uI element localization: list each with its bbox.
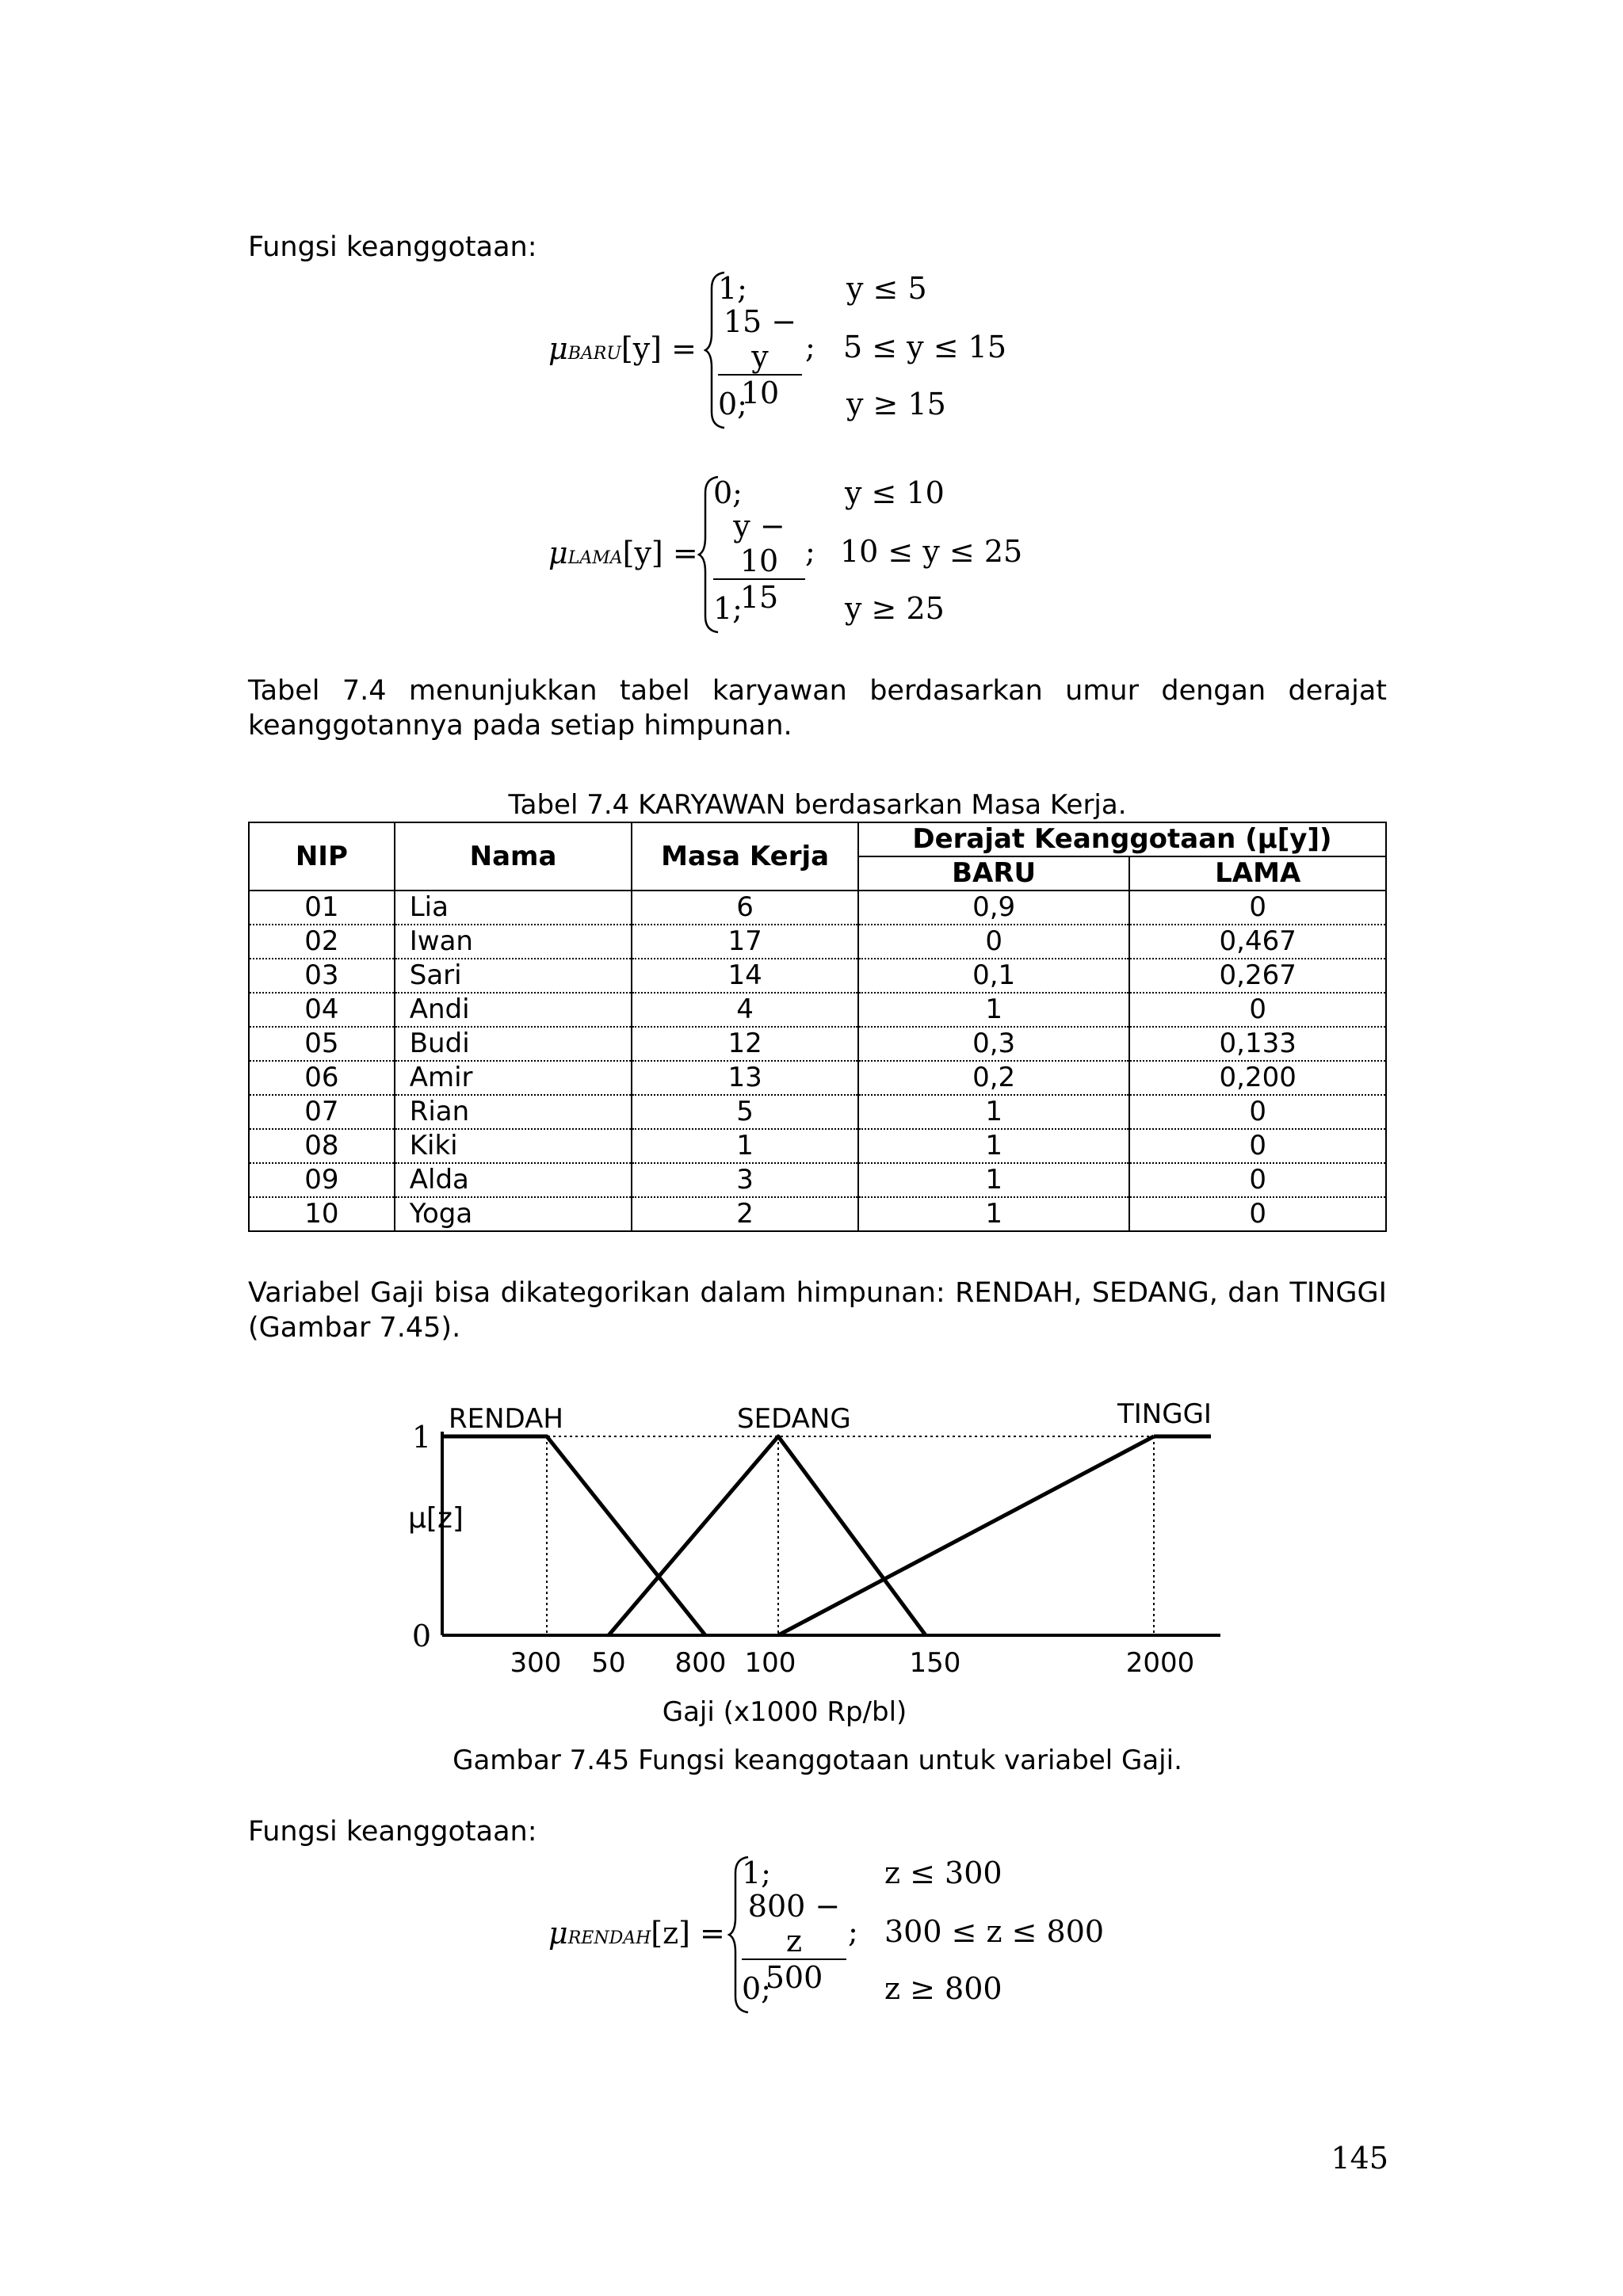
cell-nama: Amir: [395, 1061, 632, 1095]
cell-masa: 6: [632, 891, 858, 925]
separator: ;: [848, 1914, 858, 1949]
cell-masa: 14: [632, 959, 858, 993]
cell-masa: 5: [632, 1095, 858, 1129]
cell-lama: 0,133: [1129, 1027, 1386, 1061]
case-condition: z ≥ 800: [884, 1971, 1002, 2006]
case-condition: z ≤ 300: [884, 1855, 1002, 1890]
header-lama: LAMA: [1129, 856, 1386, 891]
cell-masa: 3: [632, 1163, 858, 1197]
equation-lhs: μLAMA[y] =: [548, 536, 698, 570]
intro-label: Fungsi keanggotaan:: [248, 1816, 537, 1848]
cell-nama: Alda: [395, 1163, 632, 1197]
cell-nip: 09: [249, 1163, 395, 1197]
x-tick-label: 50: [591, 1647, 626, 1679]
y-axis-label: μ[z]: [408, 1502, 464, 1535]
cell-lama: 0: [1129, 1129, 1386, 1163]
header-nip: NIP: [249, 822, 395, 891]
cell-baru: 1: [858, 1129, 1130, 1163]
cell-lama: 0,267: [1129, 959, 1386, 993]
cell-baru: 0,3: [858, 1027, 1130, 1061]
fraction: $\frac{15 - y}{10}$: [718, 304, 802, 410]
cell-nama: Sari: [395, 959, 632, 993]
case-value: 1;: [713, 591, 743, 626]
x-tick-label: 2000: [1125, 1647, 1195, 1679]
cell-lama: 0: [1129, 1095, 1386, 1129]
cell-baru: 0: [858, 925, 1130, 959]
cell-lama: 0: [1129, 1163, 1386, 1197]
case-condition: y ≥ 15: [846, 387, 946, 421]
cell-nip: 04: [249, 993, 395, 1027]
cell-nama: Iwan: [395, 925, 632, 959]
case-value: 0;: [713, 475, 743, 510]
case-condition: y ≤ 5: [846, 271, 927, 306]
cell-nama: Kiki: [395, 1129, 632, 1163]
cell-nip: 03: [249, 959, 395, 993]
case-value: 1;: [718, 271, 747, 306]
cell-nip: 10: [249, 1197, 395, 1231]
cell-masa: 17: [632, 925, 858, 959]
cell-masa: 12: [632, 1027, 858, 1061]
case-condition: y ≥ 25: [845, 591, 945, 626]
paragraph-line: Variabel Gaji bisa dikategorikan dalam himpunan: RENDAH, SEDANG, dan TINGGI: [248, 1277, 1387, 1309]
header-baru: BARU: [858, 856, 1130, 891]
cell-nama: Andi: [395, 993, 632, 1027]
cell-masa: 1: [632, 1129, 858, 1163]
case-condition: 10 ≤ y ≤ 25: [840, 534, 1023, 569]
x-tick-label: 800: [674, 1647, 727, 1679]
cell-lama: 0: [1129, 993, 1386, 1027]
cell-baru: 1: [858, 993, 1130, 1027]
case-condition: 300 ≤ z ≤ 800: [884, 1914, 1105, 1949]
series-label: RENDAH: [449, 1403, 563, 1435]
x-tick-label: 300: [510, 1647, 562, 1679]
separator: ;: [805, 534, 815, 569]
paragraph-line: keanggotannya pada setiap himpunan.: [248, 710, 792, 742]
y-tick-label: 1: [411, 1420, 432, 1455]
series-line-tinggi: [778, 1436, 1154, 1635]
x-tick-label: 150: [909, 1647, 961, 1679]
cell-nama: Budi: [395, 1027, 632, 1061]
cell-nip: 06: [249, 1061, 395, 1095]
case-condition: 5 ≤ y ≤ 15: [843, 330, 1006, 364]
fraction: $\frac{y - 10}{15}$: [713, 509, 805, 615]
cell-nama: Lia: [395, 891, 632, 925]
cell-nip: 08: [249, 1129, 395, 1163]
cell-baru: 0,2: [858, 1061, 1130, 1095]
figure-caption: Gambar 7.45 Fungsi keanggotaan untuk variabel Gaji.: [453, 1745, 1182, 1776]
cell-baru: 0,9: [858, 891, 1130, 925]
x-axis-label: Gaji (x1000 Rp/bl): [662, 1696, 907, 1728]
series-label: TINGGI: [1117, 1398, 1212, 1430]
page-number: 145: [1331, 2141, 1388, 2176]
cell-masa: 2: [632, 1197, 858, 1231]
x-tick-label: 100: [744, 1647, 796, 1679]
paragraph-line: (Gambar 7.45).: [248, 1312, 461, 1344]
cell-baru: 0,1: [858, 959, 1130, 993]
cell-masa: 4: [632, 993, 858, 1027]
fraction: $\frac{800 - z}{500}$: [742, 1889, 846, 1995]
intro-label: Fungsi keanggotaan:: [248, 231, 537, 263]
cell-lama: 0: [1129, 891, 1386, 925]
header-derajat: Derajat Keanggotaan (μ[y]): [858, 822, 1386, 856]
header-nama: Nama: [395, 822, 632, 891]
cell-nip: 07: [249, 1095, 395, 1129]
separator: ;: [805, 330, 815, 364]
y-tick-label: 0: [411, 1619, 432, 1653]
cell-nama: Rian: [395, 1095, 632, 1129]
cell-nip: 01: [249, 891, 395, 925]
equation-lhs: μRENDAH[z] =: [548, 1916, 725, 1951]
case-condition: y ≤ 10: [845, 475, 945, 510]
series-label: SEDANG: [737, 1403, 851, 1435]
series-line-sedang: [609, 1436, 926, 1635]
cell-lama: 0: [1129, 1197, 1386, 1231]
cell-nip: 02: [249, 925, 395, 959]
cell-masa: 13: [632, 1061, 858, 1095]
cell-nip: 05: [249, 1027, 395, 1061]
equation-lhs: μBARU[y] =: [548, 331, 697, 366]
cell-lama: 0,467: [1129, 925, 1386, 959]
cell-baru: 1: [858, 1095, 1130, 1129]
paragraph-line: Tabel 7.4 menunjukkan tabel karyawan berdasarkan umur dengan derajat: [248, 675, 1387, 707]
case-value: 0;: [742, 1971, 771, 2006]
case-value: 0;: [718, 387, 747, 421]
header-masa-kerja: Masa Kerja: [632, 822, 858, 891]
cell-baru: 1: [858, 1163, 1130, 1197]
series-line-rendah: [442, 1436, 705, 1635]
case-value: 1;: [742, 1855, 771, 1890]
table-caption: Tabel 7.4 KARYAWAN berdasarkan Masa Kerja.: [508, 789, 1127, 821]
cell-nama: Yoga: [395, 1197, 632, 1231]
cell-baru: 1: [858, 1197, 1130, 1231]
cell-lama: 0,200: [1129, 1061, 1386, 1095]
